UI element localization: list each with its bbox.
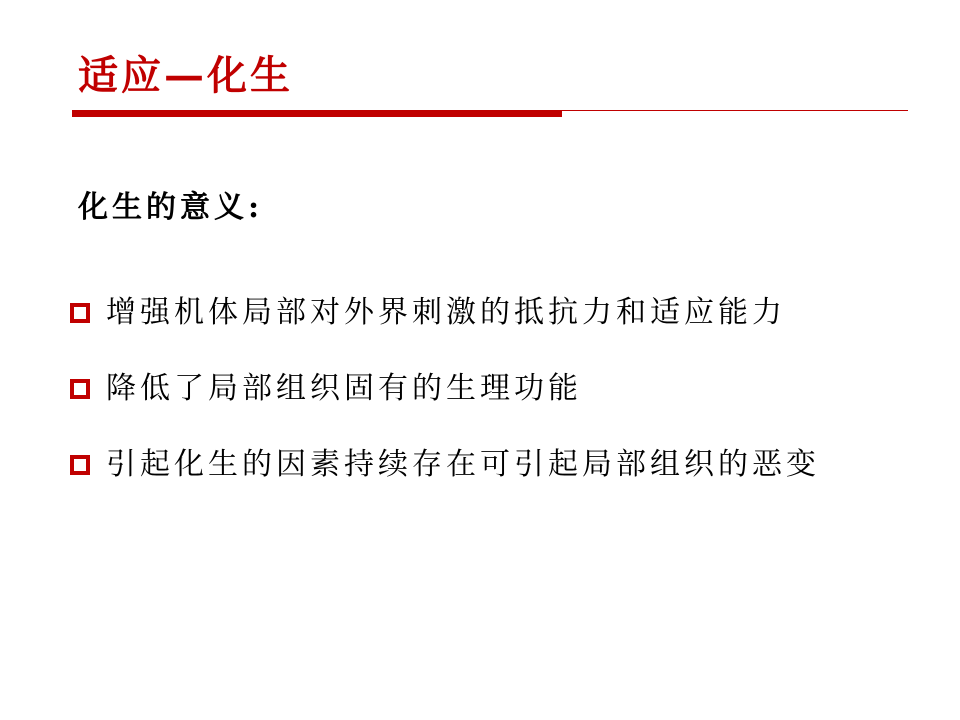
bullet-list <box>68 290 820 518</box>
bullet-text: 降低了局部组织固有的生理功能 <box>106 371 582 406</box>
bullet-item <box>68 442 820 488</box>
bullet-item <box>68 366 820 412</box>
bullet-text: 引起化生的因素持续存在可引起局部组织的恶变 <box>106 447 820 482</box>
hollow-square-bullet-icon <box>68 301 92 325</box>
slide-title: 适应—化生 <box>78 52 293 99</box>
hollow-square-bullet-icon <box>68 453 92 477</box>
bullet-text: 增强机体局部对外界刺激的抵抗力和适应能力 <box>106 295 786 330</box>
title-underline-thick <box>72 111 562 117</box>
subheading: 化生的意义: <box>78 190 264 225</box>
bullet-item <box>68 290 820 336</box>
hollow-square-bullet-icon <box>68 377 92 401</box>
